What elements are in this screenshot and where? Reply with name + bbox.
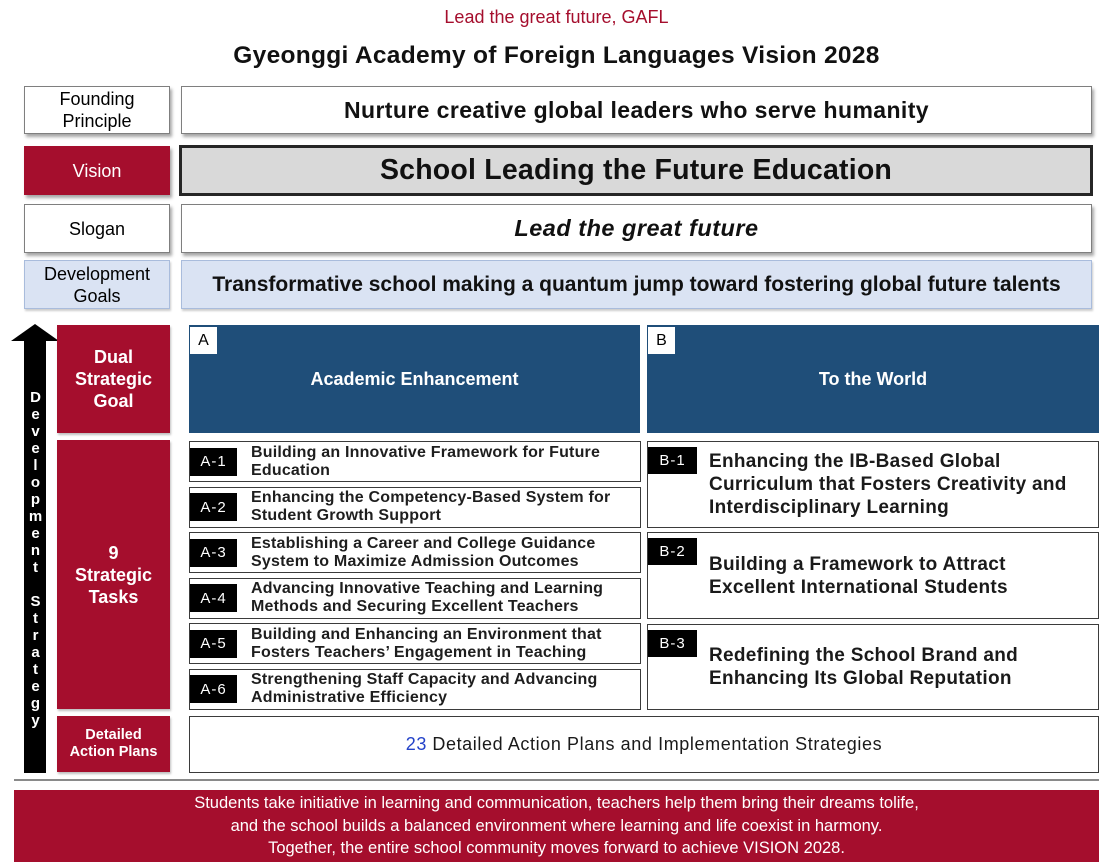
- task-code-badge: A-2: [190, 493, 237, 521]
- task-code-badge: A-6: [190, 675, 237, 703]
- label-line: Founding: [59, 89, 135, 109]
- task-code-badge: B-1: [648, 447, 697, 474]
- founding-principle-label-text: [59, 88, 134, 132]
- task-text-line: Fosters Teachers’ Engagement in Teaching: [251, 643, 587, 661]
- detailed-action-plans-text: [70, 727, 158, 761]
- task-text-line: Education: [251, 461, 331, 479]
- task-text-line: Excellent International Students: [709, 576, 1008, 598]
- task-text-line: Enhancing the Competency-Based System for: [251, 489, 611, 506]
- footer-statement: [14, 790, 1099, 862]
- task-text-line: Curriculum that Fosters Creativity and: [709, 474, 1067, 495]
- label-line: 9: [108, 542, 119, 563]
- slogan-label: [24, 204, 170, 253]
- goal-b-letter-badge: B: [648, 327, 675, 354]
- vision-label-text: Vision: [72, 160, 122, 181]
- task-code-badge: B-2: [648, 538, 697, 565]
- task-code-badge: A-4: [190, 584, 237, 612]
- divider: [14, 779, 1099, 781]
- task-code-badge: A-3: [190, 539, 237, 567]
- task-text: [709, 533, 1008, 618]
- task-text-line: Student Growth Support: [251, 507, 442, 524]
- task-row: [189, 441, 641, 482]
- vision-box: [179, 145, 1093, 196]
- detailed-action-plans-box: [189, 716, 1099, 773]
- task-text-line: Methods and Securing Excellent Teachers: [251, 598, 579, 615]
- tagline: Lead the great future, GAFL: [444, 7, 669, 27]
- detailed-action-plans-label: [57, 716, 170, 772]
- task-row: [189, 623, 641, 664]
- dual-strategic-goal-text: [75, 346, 152, 412]
- label-line: Goals: [73, 285, 121, 306]
- task-text: [251, 671, 598, 707]
- task-row: [647, 441, 1099, 528]
- task-text-line: Strengthening Staff Capacity and Advancing: [251, 671, 598, 688]
- footer-text: [194, 792, 919, 860]
- development-strategy-arrow: [11, 324, 59, 774]
- task-text-line: System to Maximize Admission Outcomes: [251, 552, 579, 570]
- task-row: [189, 487, 641, 528]
- dual-strategic-goal-label: [57, 325, 170, 433]
- vision-text: School Leading the Future Education: [379, 154, 893, 186]
- task-text-line: Building and Enhancing an Environment that: [251, 625, 602, 643]
- task-text-line: Interdisciplinary Learning: [709, 497, 950, 518]
- founding-principle-label: [24, 86, 170, 134]
- founding-principle-text: Nurture creative global leaders who serve humanity: [344, 96, 929, 123]
- task-row: [647, 624, 1099, 710]
- task-row: [189, 669, 641, 710]
- label-line: Action Plans: [69, 744, 158, 760]
- goal-b-header: [647, 325, 1099, 433]
- task-text: [709, 442, 1067, 527]
- task-text-line: Advancing Innovative Teaching and Learning: [251, 580, 604, 597]
- label-line: Principle: [62, 111, 132, 131]
- label-line: Development: [43, 263, 151, 284]
- task-code-badge: B-3: [648, 630, 697, 657]
- development-strategy-label: Development Strategy: [27, 389, 44, 729]
- label-line: Strategic: [74, 369, 153, 389]
- task-text-line: Enhancing Its Global Reputation: [709, 668, 1012, 689]
- vision-label: [24, 146, 170, 195]
- slogan-label-text: Slogan: [68, 218, 126, 239]
- task-row: [189, 532, 641, 573]
- slogan-box: [181, 204, 1092, 253]
- footer-line: Together, the entire school community moves forward to achieve VISION 2028.: [268, 839, 845, 858]
- label-line: Tasks: [88, 586, 139, 607]
- goal-b-title: To the World: [818, 368, 928, 389]
- task-text: [709, 625, 1018, 709]
- goal-a-task-list: [189, 441, 641, 710]
- task-text: [251, 580, 603, 616]
- goal-a-header: [189, 325, 640, 433]
- task-text-line: Building an Innovative Framework for Future: [251, 443, 601, 461]
- strategic-tasks-text: [75, 542, 152, 608]
- task-row: [189, 578, 641, 619]
- task-code-badge: A-5: [190, 630, 237, 658]
- label-line: Detailed: [85, 727, 142, 743]
- development-goals-label-text: [44, 263, 150, 307]
- founding-principle-box: [181, 86, 1092, 134]
- page-title: Gyeonggi Academy of Foreign Languages Vision 2028: [233, 42, 880, 69]
- strategic-tasks-label: [57, 440, 170, 709]
- task-text-line: Building a Framework to Attract: [709, 553, 1006, 575]
- label-line: Strategic: [74, 564, 153, 585]
- task-text-line: Redefining the School Brand and: [709, 645, 1019, 666]
- label-line: Dual: [93, 347, 133, 367]
- action-plans-count: 23: [405, 734, 427, 754]
- task-text-line: Establishing a Career and College Guidance: [251, 534, 596, 552]
- task-text-line: Enhancing the IB-Based Global: [709, 451, 1001, 472]
- action-plans-text: Detailed Action Plans and Implementation Strategies: [432, 734, 883, 754]
- task-text: [251, 535, 596, 571]
- development-goals-box: [181, 260, 1092, 309]
- goal-a-letter-badge: A: [190, 327, 217, 354]
- development-goals-label: [24, 260, 170, 309]
- goal-a-title: Academic Enhancement: [310, 368, 519, 389]
- task-row: [647, 532, 1099, 619]
- task-text-line: Administrative Efficiency: [251, 689, 448, 706]
- task-text: [251, 489, 610, 525]
- slogan-text: Lead the great future: [514, 215, 759, 241]
- task-code-badge: A-1: [190, 448, 237, 476]
- task-text: [251, 626, 602, 662]
- footer-line: Students take initiative in learning and communication, teachers help them bring their dreams tolife,: [194, 794, 919, 813]
- task-text: [251, 444, 600, 480]
- development-goals-text: Transformative school making a quantum jump toward fostering global future talents: [212, 272, 1061, 296]
- footer-line: and the school builds a balanced environment where learning and life coexist in harmony.: [230, 816, 883, 835]
- label-line: Goal: [93, 391, 134, 411]
